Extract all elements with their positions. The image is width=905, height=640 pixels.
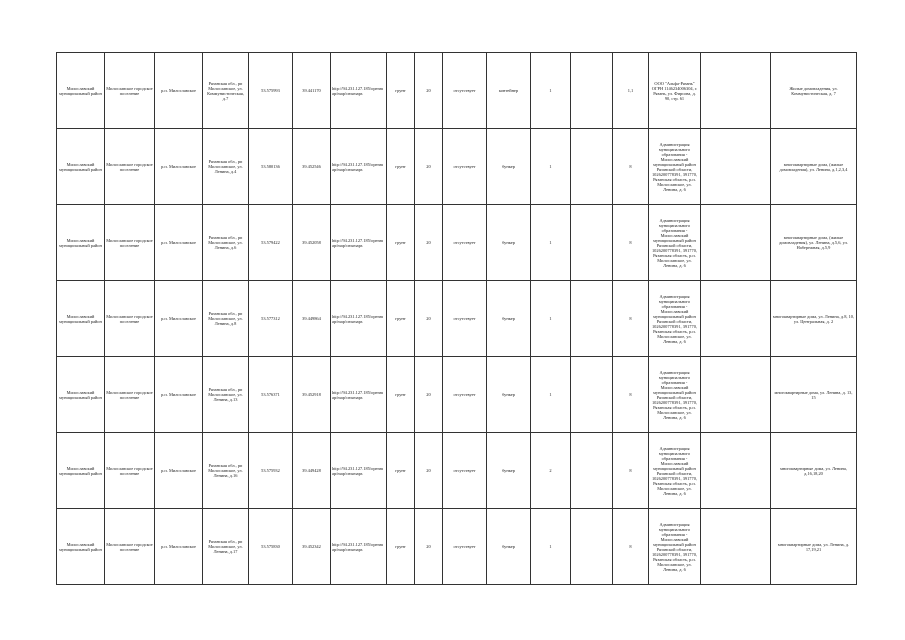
locality-cell	[155, 509, 203, 585]
container-type-cell-text: бункер	[502, 544, 515, 549]
address-cell	[203, 205, 249, 281]
sources-cell	[771, 281, 857, 357]
latitude-cell-text: 53.575830	[261, 544, 280, 549]
table-row	[57, 205, 857, 281]
container-type-cell-text: бункер	[502, 316, 515, 321]
surface-cell-text: грунт	[395, 392, 406, 397]
container-count-cell-text: 2	[549, 468, 552, 473]
district-cell-text: Милославский муниципальный район	[59, 389, 102, 400]
sources-cell-text: многоквартирные дома, (жилые домовладения), ул. Ленина, д.1,2,3,4	[779, 161, 848, 172]
map-link-cell-text: http://94.231.127.185/openmap/map/cmsmaps	[332, 85, 384, 96]
address-cell-text: Рязанская обл., рп Милославское, ул. Ленина, д.17	[208, 539, 243, 554]
settlement-cell	[105, 281, 155, 357]
sources-cell-text: многоквартирные дома, (жилые домовладения), ул. Ленина, д.5,6, ул. Набережная, д.5,9	[779, 235, 848, 250]
sources-cell	[771, 205, 857, 281]
owner-cell-text: ООО "Альфа-Рязань" ОГРН 1146234006304, г. Рязань, ул. Фирсова, д. 90, стр. 61	[651, 80, 698, 101]
owner-cell	[649, 129, 701, 205]
locality-cell-text: р.п. Милославское	[161, 164, 196, 169]
container-type-cell	[487, 433, 531, 509]
fence-cell-text: отсутствует	[453, 544, 476, 549]
area-cell-text: 20	[426, 544, 431, 549]
surface-cell-text: грунт	[395, 164, 406, 169]
longitude-cell	[293, 357, 331, 433]
settlement-cell-text: Милославское городское поселение	[106, 161, 153, 172]
longitude-cell	[293, 129, 331, 205]
map-link-cell[interactable]	[331, 129, 387, 205]
table-row	[57, 53, 857, 129]
area-cell	[415, 357, 443, 433]
map-link-cell[interactable]	[331, 281, 387, 357]
area-cell-text: 20	[426, 468, 431, 473]
volume-cell-text: 1,1	[627, 88, 634, 93]
settlement-cell	[105, 509, 155, 585]
volume-cell-text: 8	[629, 164, 632, 169]
container-count-cell-text: 1	[549, 392, 552, 397]
locality-cell-text: р.п. Милославское	[161, 240, 196, 245]
fence-cell-text: отсутствует	[453, 392, 476, 397]
settlement-cell-text: Милославское городское поселение	[106, 85, 153, 96]
sources-cell-text: многоквартирные дома, ул. Ленина, д.8, 10, ул. Центральная, д. 2	[772, 313, 855, 324]
longitude-cell-text: 39.449864	[302, 316, 321, 321]
container-type-cell-text: контейнер	[498, 88, 519, 93]
latitude-cell	[249, 281, 293, 357]
sources-cell	[771, 53, 857, 129]
owner-cell-text: Администрация муниципального образования - Милославский муниципальный район Рязанской области, 1026200778391, 391770, Рязанская область, р.п. Милославское, ул. Ленина, д. 6	[651, 445, 697, 496]
address-cell-text: Рязанская обл., рп Милославское, ул. Ленина, д.4	[208, 159, 243, 174]
container-type-cell-text: бункер	[502, 392, 515, 397]
volume-cell-text: 8	[629, 240, 632, 245]
longitude-cell	[293, 205, 331, 281]
surface-cell	[387, 205, 415, 281]
area-cell	[415, 433, 443, 509]
district-cell-text: Милославский муниципальный район	[59, 313, 102, 324]
address-cell	[203, 53, 249, 129]
volume-cell-text: 8	[629, 468, 632, 473]
latitude-cell	[249, 205, 293, 281]
owner-cell	[649, 205, 701, 281]
blank-cell	[701, 129, 771, 205]
locality-cell	[155, 357, 203, 433]
area-cell	[415, 281, 443, 357]
fence-cell-text: отсутствует	[453, 164, 476, 169]
surface-cell	[387, 53, 415, 129]
surface-cell	[387, 433, 415, 509]
fence-cell	[443, 433, 487, 509]
district-cell	[57, 53, 105, 129]
container-type-cell-text: бункер	[502, 240, 515, 245]
longitude-cell-text: 39.441170	[302, 88, 321, 93]
latitude-cell-text: 53.575932	[261, 468, 280, 473]
address-cell-text: Рязанская обл., рп Милославское, ул. Ленина, д.8	[208, 311, 243, 326]
table-body	[57, 53, 857, 585]
longitude-cell	[293, 281, 331, 357]
address-cell	[203, 433, 249, 509]
blank-cell	[701, 433, 771, 509]
address-cell	[203, 129, 249, 205]
fence-cell	[443, 281, 487, 357]
blank-cell	[701, 205, 771, 281]
locality-cell-text: р.п. Милославское	[161, 392, 196, 397]
fence-cell-text: отсутствует	[453, 88, 476, 93]
latitude-cell-text: 53.575993	[261, 88, 280, 93]
settlement-cell	[105, 357, 155, 433]
longitude-cell	[293, 509, 331, 585]
settlement-cell-text: Милославское городское поселение	[106, 465, 153, 476]
district-cell	[57, 357, 105, 433]
settlement-cell	[105, 129, 155, 205]
owner-cell	[649, 53, 701, 129]
surface-cell-text: грунт	[395, 468, 406, 473]
fence-cell	[443, 53, 487, 129]
table-row	[57, 357, 857, 433]
sources-cell-text: Жилые домовладения, ул. Коммунистическая, д. 7	[789, 85, 838, 96]
surface-cell	[387, 129, 415, 205]
owner-cell-text: Администрация муниципального образования - Милославский муниципальный район Рязанской области, 1026200778391, 391770, Рязанская область, р.п. Милославское, ул. Ленина, д. 6	[651, 293, 697, 344]
container-type-cell	[487, 205, 531, 281]
sources-cell	[771, 509, 857, 585]
map-link-cell-text: http://94.231.127.185/openmap/map/cmsmaps	[332, 313, 384, 324]
longitude-cell-text: 39.452546	[302, 164, 321, 169]
locality-cell	[155, 281, 203, 357]
sources-cell	[771, 357, 857, 433]
table-row	[57, 281, 857, 357]
owner-cell	[649, 357, 701, 433]
fence-cell	[443, 509, 487, 585]
longitude-cell	[293, 433, 331, 509]
reserved-cell	[571, 433, 613, 509]
latitude-cell	[249, 129, 293, 205]
container-type-cell	[487, 509, 531, 585]
area-cell	[415, 509, 443, 585]
address-cell	[203, 281, 249, 357]
volume-cell-text: 8	[629, 544, 632, 549]
reserved-cell	[571, 509, 613, 585]
address-cell-text: Рязанская обл., рп Милославское, ул. Ленина, д.6	[208, 235, 243, 250]
volume-cell-text: 8	[629, 316, 632, 321]
area-cell	[415, 53, 443, 129]
district-cell	[57, 509, 105, 585]
volume-cell	[613, 53, 649, 129]
map-link-cell-text: http://94.231.127.185/openmap/map/cmsmaps	[332, 541, 384, 552]
locality-cell	[155, 205, 203, 281]
reserved-cell	[571, 357, 613, 433]
district-cell	[57, 433, 105, 509]
latitude-cell	[249, 357, 293, 433]
surface-cell	[387, 281, 415, 357]
document-page	[56, 52, 855, 584]
map-link-cell-text: http://94.231.127.185/openmap/map/cmsmaps	[332, 161, 384, 172]
volume-cell	[613, 509, 649, 585]
sources-cell-text: многоквартирные дома, ул. Ленина, д. 13, 15	[774, 389, 853, 400]
blank-cell	[701, 53, 771, 129]
settlement-cell-text: Милославское городское поселение	[106, 389, 153, 400]
district-cell-text: Милославский муниципальный район	[59, 161, 102, 172]
fence-cell	[443, 357, 487, 433]
address-cell-text: Рязанская обл., рп Милославское, ул. Ленина, д.16	[208, 463, 243, 478]
table-row	[57, 509, 857, 585]
container-count-cell-text: 1	[549, 316, 552, 321]
surface-cell-text: грунт	[395, 544, 406, 549]
district-cell	[57, 205, 105, 281]
district-cell-text: Милославский муниципальный район	[59, 85, 102, 96]
address-cell-text: Рязанская обл., рп Милославское, ул. Коммунистическая, д.7	[207, 80, 244, 101]
owner-cell-text: Администрация муниципального образования - Милославский муниципальный район Рязанской области, 1026200778391, 391770, Рязанская область, р.п. Милославское, ул. Ленина, д. 6	[651, 521, 697, 572]
area-cell-text: 20	[426, 392, 431, 397]
locality-cell	[155, 53, 203, 129]
locality-cell-text: р.п. Милославское	[161, 316, 196, 321]
map-link-cell[interactable]	[331, 433, 387, 509]
settlement-cell	[105, 53, 155, 129]
district-cell-text: Милославский муниципальный район	[59, 465, 102, 476]
area-cell-text: 20	[426, 88, 431, 93]
surface-cell-text: грунт	[395, 240, 406, 245]
fence-cell	[443, 129, 487, 205]
map-link-cell-text: http://94.231.127.185/openmap/map/cmsmaps	[332, 389, 384, 400]
container-count-cell	[531, 205, 571, 281]
longitude-cell-text: 39.452058	[302, 240, 321, 245]
locality-cell-text: р.п. Милославское	[161, 544, 196, 549]
surface-cell	[387, 357, 415, 433]
latitude-cell	[249, 509, 293, 585]
latitude-cell-text: 53.576371	[261, 392, 280, 397]
district-cell-text: Милославский муниципальный район	[59, 541, 102, 552]
container-count-cell	[531, 53, 571, 129]
blank-cell	[701, 281, 771, 357]
latitude-cell-text: 53.579422	[261, 240, 280, 245]
locality-cell-text: р.п. Милославское	[161, 468, 196, 473]
owner-cell	[649, 433, 701, 509]
container-type-cell	[487, 129, 531, 205]
owner-cell-text: Администрация муниципального образования - Милославский муниципальный район Рязанской области, 1026200778391, 391770, Рязанская область, р.п. Милославское, ул. Ленина, д. 6	[651, 369, 697, 420]
volume-cell	[613, 433, 649, 509]
owner-cell-text: Администрация муниципального образования - Милославский муниципальный район Рязанской области, 1026200778391, 391770, Рязанская область, р.п. Милославское, ул. Ленина, д. 6	[651, 217, 697, 268]
district-cell	[57, 129, 105, 205]
container-type-cell-text: бункер	[502, 468, 515, 473]
longitude-cell-text: 39.449428	[302, 468, 321, 473]
container-count-cell-text: 1	[549, 544, 552, 549]
reserved-cell	[571, 53, 613, 129]
blank-cell	[701, 509, 771, 585]
map-link-cell-text: http://94.231.127.185/openmap/map/cmsmaps	[332, 237, 384, 248]
address-cell	[203, 509, 249, 585]
district-cell-text: Милославский муниципальный район	[59, 237, 102, 248]
fence-cell	[443, 205, 487, 281]
container-count-cell-text: 1	[549, 88, 552, 93]
latitude-cell-text: 53.577312	[261, 316, 280, 321]
locality-cell-text: р.п. Милославское	[161, 88, 196, 93]
settlement-cell	[105, 205, 155, 281]
blank-cell	[701, 357, 771, 433]
locality-cell	[155, 129, 203, 205]
settlement-cell-text: Милославское городское поселение	[106, 313, 153, 324]
surface-cell-text: грунт	[395, 316, 406, 321]
latitude-cell-text: 53.580136	[261, 164, 280, 169]
container-count-cell	[531, 129, 571, 205]
container-count-cell	[531, 281, 571, 357]
longitude-cell	[293, 53, 331, 129]
latitude-cell	[249, 433, 293, 509]
container-count-cell-text: 1	[549, 240, 552, 245]
waste-sites-table	[56, 52, 857, 585]
volume-cell	[613, 357, 649, 433]
surface-cell-text: грунт	[395, 88, 406, 93]
sources-cell	[771, 129, 857, 205]
fence-cell-text: отсутствует	[453, 240, 476, 245]
fence-cell-text: отсутствует	[453, 316, 476, 321]
volume-cell	[613, 205, 649, 281]
area-cell-text: 20	[426, 316, 431, 321]
volume-cell	[613, 281, 649, 357]
address-cell-text: Рязанская обл., рп Милославское, ул. Ленина, д.13	[208, 387, 243, 402]
locality-cell	[155, 433, 203, 509]
map-link-cell-text: http://94.231.127.185/openmap/map/cmsmaps	[332, 465, 384, 476]
map-link-cell[interactable]	[331, 53, 387, 129]
settlement-cell	[105, 433, 155, 509]
container-count-cell	[531, 357, 571, 433]
settlement-cell-text: Милославское городское поселение	[106, 541, 153, 552]
area-cell	[415, 205, 443, 281]
longitude-cell-text: 39.452918	[302, 392, 321, 397]
reserved-cell	[571, 281, 613, 357]
table-row	[57, 129, 857, 205]
sources-cell-text: многоквартирные дома, ул. Ленина, д.16,18,20	[780, 465, 847, 476]
reserved-cell	[571, 205, 613, 281]
container-type-cell-text: бункер	[502, 164, 515, 169]
map-link-cell[interactable]	[331, 509, 387, 585]
settlement-cell-text: Милославское городское поселение	[106, 237, 153, 248]
map-link-cell[interactable]	[331, 357, 387, 433]
latitude-cell	[249, 53, 293, 129]
container-type-cell	[487, 281, 531, 357]
sources-cell-text: многоквартирные дома, ул. Ленина, д. 17,19,21	[777, 541, 850, 552]
map-link-cell[interactable]	[331, 205, 387, 281]
container-count-cell	[531, 509, 571, 585]
sources-cell	[771, 433, 857, 509]
container-type-cell	[487, 357, 531, 433]
reserved-cell	[571, 129, 613, 205]
owner-cell	[649, 509, 701, 585]
volume-cell	[613, 129, 649, 205]
container-count-cell	[531, 433, 571, 509]
area-cell	[415, 129, 443, 205]
owner-cell	[649, 281, 701, 357]
volume-cell-text: 8	[629, 392, 632, 397]
table-row	[57, 433, 857, 509]
area-cell-text: 20	[426, 240, 431, 245]
address-cell	[203, 357, 249, 433]
longitude-cell-text: 39.452342	[302, 544, 321, 549]
district-cell	[57, 281, 105, 357]
fence-cell-text: отсутствует	[453, 468, 476, 473]
area-cell-text: 20	[426, 164, 431, 169]
surface-cell	[387, 509, 415, 585]
container-count-cell-text: 1	[549, 164, 552, 169]
owner-cell-text: Администрация муниципального образования - Милославский муниципальный район Рязанской области, 1026200778391, 391770, Рязанская область, р.п. Милославское, ул. Ленина, д. 6	[651, 141, 697, 192]
container-type-cell	[487, 53, 531, 129]
